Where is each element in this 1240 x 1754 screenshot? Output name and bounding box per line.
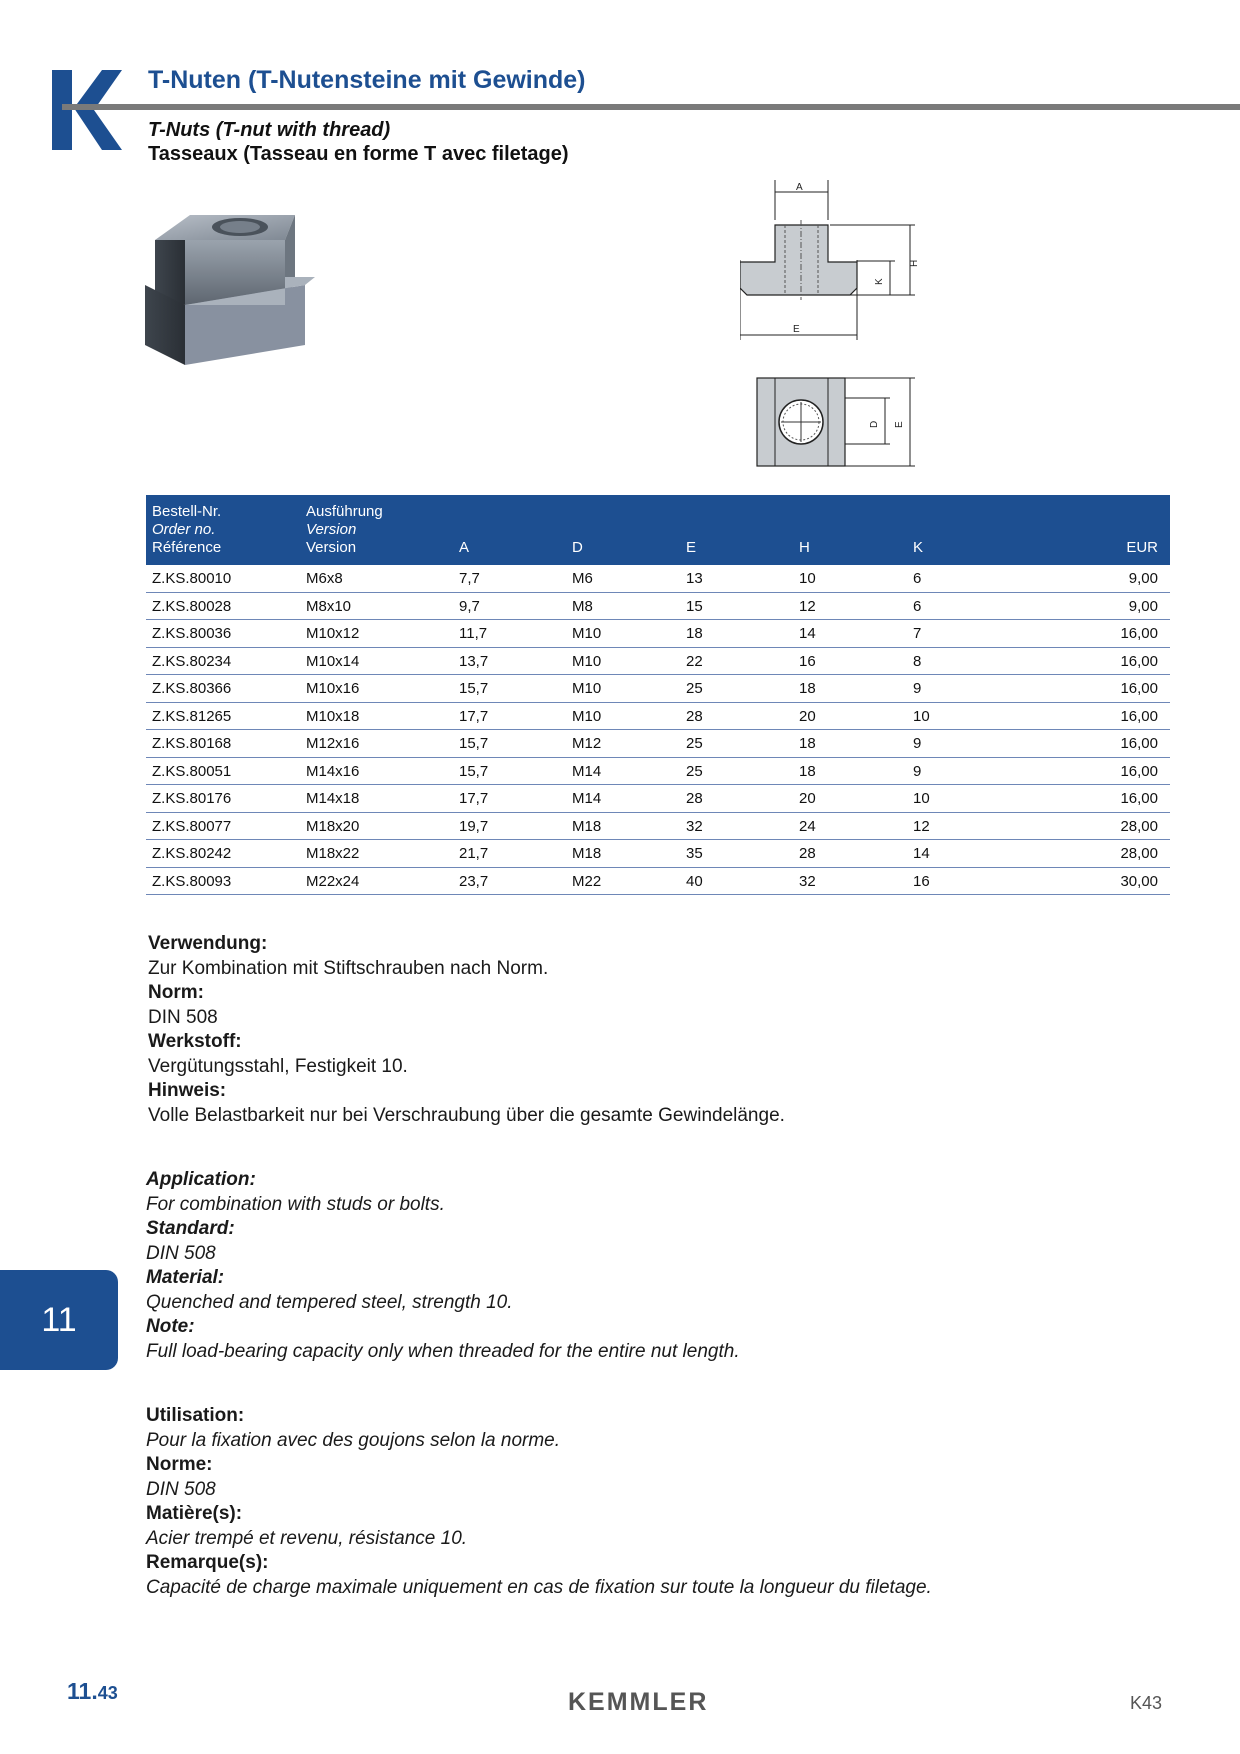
- text-usage-en: For combination with studs or bolts.: [146, 1193, 445, 1215]
- text-standard-fr: DIN 508: [146, 1478, 216, 1500]
- cell-a: 23,7: [459, 872, 489, 890]
- cell-e: 35: [686, 845, 703, 862]
- cell-a: 17,7: [459, 707, 489, 725]
- cell-d: M18: [572, 817, 602, 835]
- cell-ref: Z.KS.80366: [152, 680, 232, 697]
- cell-ref: Z.KS.80168: [152, 735, 232, 752]
- cell-d: M10: [572, 625, 602, 642]
- cell-a: 17,7: [459, 790, 489, 807]
- table-row: [146, 813, 1170, 841]
- cell-e: 25: [686, 762, 703, 780]
- cell-eur: 9,00: [1128, 570, 1158, 587]
- text-note-de: Volle Belastbarkeit nur bei Verschraubung über die gesamte Gewindelänge.: [148, 1104, 785, 1126]
- cell-ref: Z.KS.80234: [152, 652, 232, 670]
- label-usage-en: Application:: [146, 1169, 256, 1190]
- table-row: [146, 593, 1170, 621]
- cell-eur: 30,00: [1120, 872, 1158, 890]
- cell-d: M6: [572, 570, 593, 587]
- cell-ref: Z.KS.80028: [152, 597, 232, 615]
- cell-a: 21,7: [459, 845, 489, 862]
- table-row: [146, 675, 1170, 703]
- cell-ver: M14x16: [306, 762, 360, 780]
- dim-label-h: H: [909, 259, 920, 267]
- cell-k: 8: [913, 652, 922, 670]
- cell-ver: M10x18: [306, 707, 360, 725]
- text-material-en: Quenched and tempered steel, strength 10.: [146, 1291, 513, 1313]
- label-note-en: Note:: [146, 1316, 195, 1337]
- page-title: T-Nuten (T-Nutensteine mit Gewinde): [148, 66, 586, 94]
- table-body: [146, 565, 1170, 895]
- cell-a: 11,7: [459, 625, 488, 642]
- cell-a: 15,7: [459, 735, 489, 752]
- cell-ver: M18x20: [306, 817, 360, 835]
- cell-e: 15: [686, 597, 703, 615]
- header-a: A: [459, 539, 470, 556]
- cell-e: 25: [686, 680, 703, 697]
- cell-e: 40: [686, 872, 703, 890]
- cell-h: 28: [799, 845, 816, 862]
- cell-k: 12: [913, 817, 930, 835]
- table-row: [146, 648, 1170, 676]
- text-usage-de: Zur Kombination mit Stiftschrauben nach Norm.: [148, 957, 549, 979]
- cell-e: 28: [686, 790, 703, 807]
- chapter-tab: 11: [0, 1270, 118, 1370]
- cell-eur: 16,00: [1120, 762, 1158, 780]
- label-note-de: Hinweis:: [148, 1080, 227, 1101]
- cell-eur: 16,00: [1120, 707, 1158, 725]
- text-material-fr: Acier trempé et revenu, résistance 10.: [146, 1527, 468, 1549]
- text-standard-en: DIN 508: [146, 1242, 216, 1264]
- technical-drawing-top: [740, 370, 930, 470]
- cell-e: 13: [686, 570, 703, 587]
- dim-label-d: D: [869, 420, 880, 428]
- description-fr: [146, 1404, 1146, 1600]
- table-row: [146, 565, 1170, 593]
- label-material-de: Werkstoff:: [148, 1031, 242, 1052]
- cell-eur: 28,00: [1120, 817, 1158, 835]
- cell-k: 9: [913, 762, 922, 780]
- header-d: D: [572, 539, 583, 556]
- cell-d: M10: [572, 680, 602, 697]
- cell-e: 22: [686, 652, 703, 670]
- dim-label-e: E: [793, 324, 800, 335]
- cell-d: M22: [572, 872, 602, 890]
- table-header: [146, 495, 1170, 565]
- header-eur: EUR: [1126, 539, 1158, 556]
- cell-a: 15,7: [459, 680, 489, 697]
- cell-eur: 16,00: [1120, 625, 1158, 642]
- cell-ref: Z.KS.80036: [152, 625, 232, 642]
- cell-k: 10: [913, 790, 930, 807]
- label-standard-fr: Norme:: [146, 1454, 213, 1475]
- dim-label-k: K: [874, 278, 885, 285]
- text-usage-fr: Pour la fixation avec des goujons selon la norme.: [146, 1429, 561, 1451]
- cell-ref: Z.KS.81265: [152, 707, 232, 725]
- header-h: H: [799, 539, 810, 556]
- description-en: [146, 1168, 1146, 1364]
- table-row: [146, 785, 1170, 813]
- cell-h: 18: [799, 735, 816, 752]
- header-k: K: [913, 539, 924, 556]
- cell-ver: M10x12: [306, 625, 360, 642]
- description-de: [148, 932, 1148, 1128]
- text-note-en: Full load-bearing capacity only when threaded for the entire nut length.: [146, 1340, 740, 1362]
- label-standard-en: Standard:: [146, 1218, 235, 1239]
- cell-e: 32: [686, 817, 703, 835]
- cell-ver: M22x24: [306, 872, 360, 890]
- cell-ref: Z.KS.80176: [152, 790, 232, 807]
- table-row: [146, 620, 1170, 648]
- technical-drawing-side: [740, 180, 930, 345]
- cell-h: 20: [799, 707, 816, 725]
- cell-d: M12: [572, 735, 602, 752]
- page-number: 11.43: [67, 1678, 118, 1704]
- cell-ver: M18x22: [306, 845, 360, 862]
- cell-h: 32: [799, 872, 816, 890]
- cell-h: 24: [799, 817, 816, 835]
- cell-ver: M12x16: [306, 735, 360, 752]
- text-note-fr: Capacité de charge maximale uniquement en cas de fixation sur toute la longueur du filetage.: [146, 1576, 932, 1598]
- cell-ver: M10x14: [306, 652, 360, 670]
- cell-h: 18: [799, 762, 816, 780]
- cell-eur: 16,00: [1120, 652, 1158, 670]
- page-code: K43: [1130, 1693, 1163, 1713]
- cell-ref: Z.KS.80077: [152, 817, 232, 835]
- cell-eur: 9,00: [1128, 597, 1158, 615]
- header-rule: [62, 104, 1240, 110]
- cell-k: 16: [913, 872, 930, 890]
- cell-a: 13,7: [459, 652, 489, 670]
- cell-k: 9: [913, 680, 922, 697]
- product-photo: [145, 205, 345, 380]
- cell-a: 15,7: [459, 762, 489, 780]
- cell-d: M18: [572, 845, 602, 862]
- cell-e: 18: [686, 625, 703, 642]
- dim-label-a: A: [796, 182, 803, 193]
- cell-k: 9: [913, 735, 922, 752]
- cell-e: 25: [686, 735, 703, 752]
- label-standard-de: Norm:: [148, 982, 204, 1003]
- cell-ver: M14x18: [306, 790, 360, 807]
- dim-label-e-top: E: [894, 421, 905, 428]
- table-row: [146, 703, 1170, 731]
- cell-k: 6: [913, 597, 922, 615]
- cell-eur: 16,00: [1120, 680, 1158, 697]
- label-usage-de: Verwendung:: [148, 933, 268, 954]
- cell-ver: M10x16: [306, 680, 360, 697]
- kemmler-k-logo: [52, 70, 122, 150]
- label-material-fr: Matière(s):: [146, 1503, 243, 1524]
- cell-a: 7,7: [459, 570, 480, 587]
- cell-h: 16: [799, 652, 816, 670]
- cell-d: M8: [572, 597, 593, 615]
- brand-logo: KEMMLER: [568, 1688, 709, 1716]
- cell-ver: M8x10: [306, 597, 352, 615]
- table-row: [146, 730, 1170, 758]
- table-row: [146, 868, 1170, 896]
- cell-h: 20: [799, 790, 816, 807]
- page-subtitle-fr: Tasseaux (Tasseau en forme T avec filetage): [148, 143, 569, 165]
- header-ref: Bestell-Nr. Order no. Référence: [152, 503, 222, 556]
- header-version: Ausführung Version Version: [306, 503, 383, 556]
- text-material-de: Vergütungsstahl, Festigkeit 10.: [148, 1055, 408, 1077]
- text-standard-de: DIN 508: [148, 1006, 218, 1028]
- table-row: [146, 758, 1170, 786]
- cell-h: 10: [799, 570, 816, 587]
- label-note-fr: Remarque(s):: [146, 1552, 269, 1573]
- cell-k: 10: [913, 707, 930, 725]
- page-subtitle-en: T-Nuts (T-nut with thread): [148, 119, 391, 141]
- cell-eur: 16,00: [1120, 790, 1158, 807]
- cell-h: 14: [799, 625, 816, 642]
- cell-eur: 28,00: [1120, 845, 1158, 862]
- cell-ref: Z.KS.80242: [152, 845, 232, 862]
- cell-a: 9,7: [459, 597, 480, 615]
- header-e: E: [686, 539, 697, 556]
- cell-h: 18: [799, 680, 816, 697]
- cell-a: 19,7: [459, 817, 489, 835]
- label-usage-fr: Utilisation:: [146, 1405, 245, 1426]
- cell-k: 6: [913, 570, 922, 587]
- cell-ref: Z.KS.80051: [152, 762, 232, 780]
- cell-d: M10: [572, 652, 602, 670]
- cell-ref: Z.KS.80093: [152, 872, 232, 890]
- product-table: [146, 495, 1170, 895]
- cell-d: M14: [572, 762, 602, 780]
- cell-d: M14: [572, 790, 602, 807]
- cell-h: 12: [799, 597, 816, 615]
- cell-k: 14: [913, 845, 930, 862]
- label-material-en: Material:: [146, 1267, 225, 1288]
- cell-ref: Z.KS.80010: [152, 570, 232, 587]
- cell-eur: 16,00: [1120, 735, 1158, 752]
- cell-k: 7: [913, 625, 922, 642]
- table-row: [146, 840, 1170, 868]
- cell-ver: M6x8: [306, 570, 343, 587]
- cell-d: M10: [572, 707, 602, 725]
- cell-e: 28: [686, 707, 703, 725]
